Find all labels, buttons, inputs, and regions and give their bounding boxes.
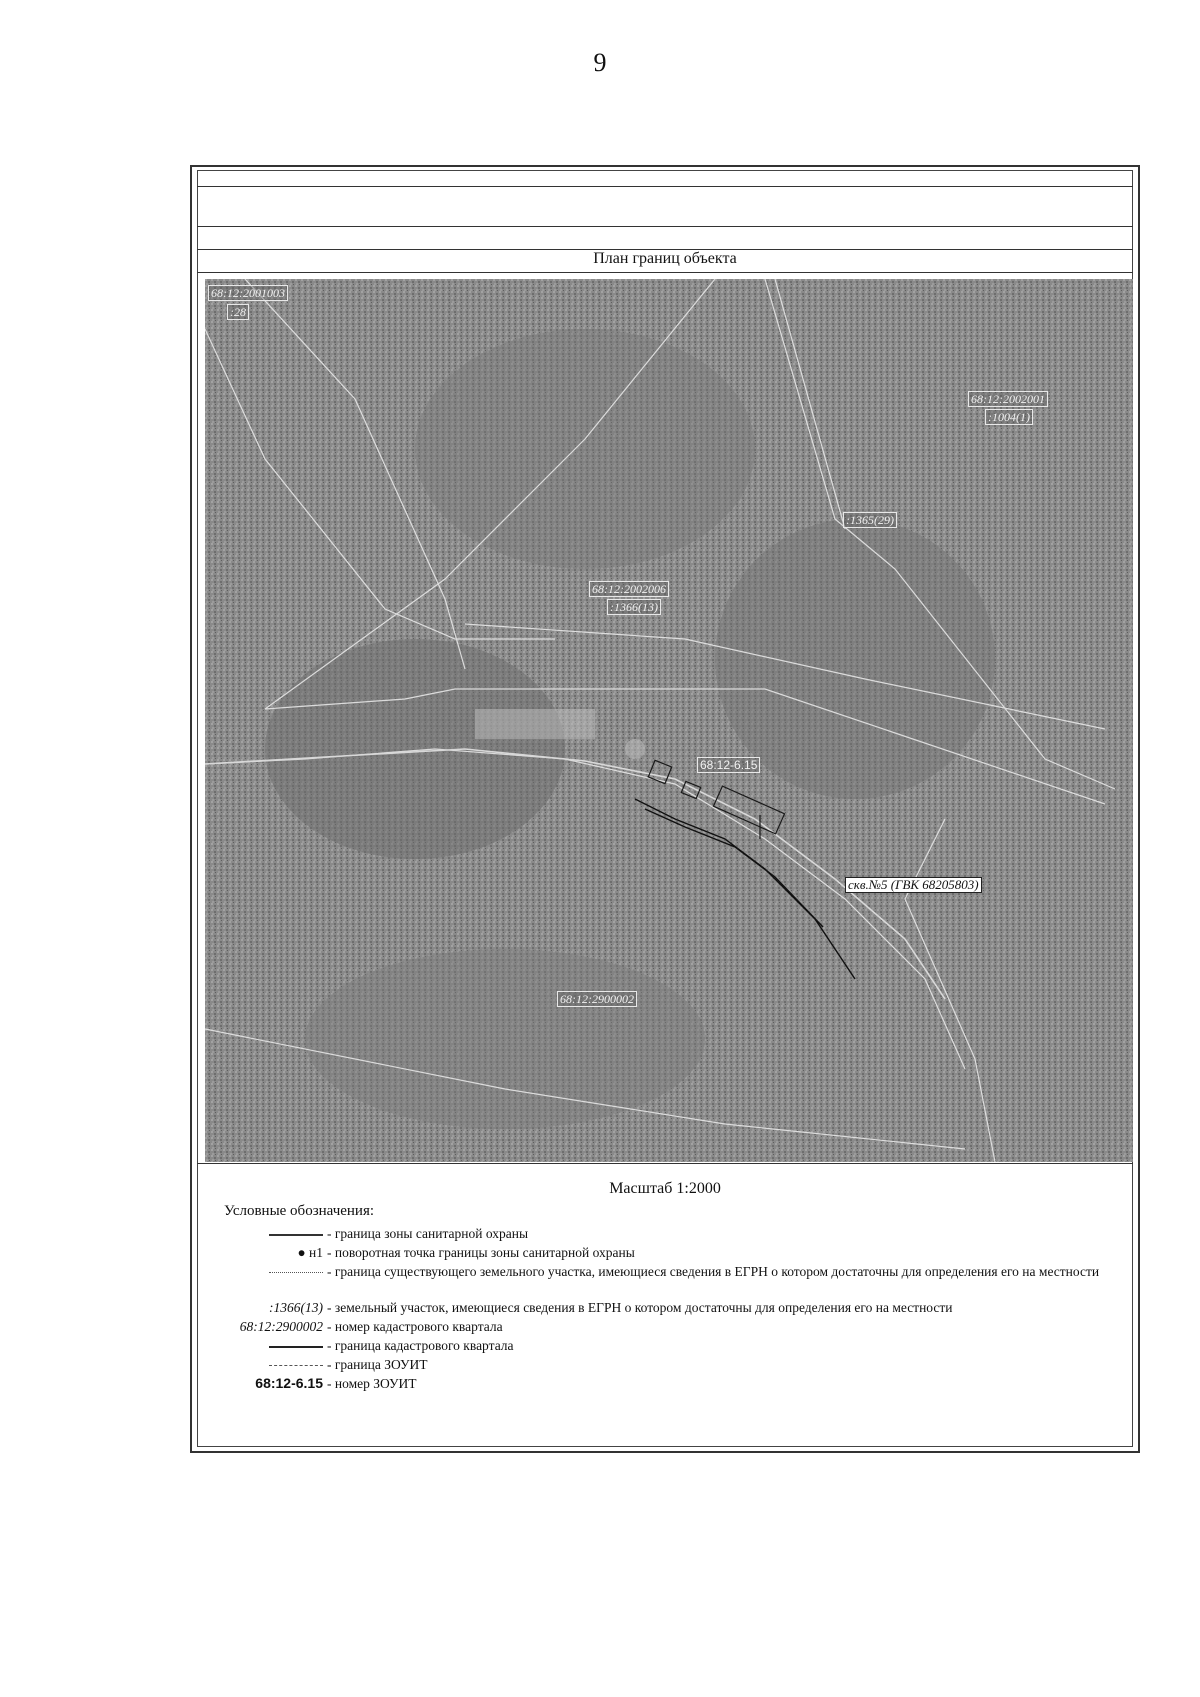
map-bottom-divider [197, 1163, 1133, 1164]
quarter-label: 68:12:2002001 [968, 391, 1048, 407]
legend-title: Условные обозначения: [224, 1203, 375, 1219]
header-divider [197, 186, 1133, 187]
tree-cluster [415, 329, 755, 569]
well-label: скв.№5 (ГВК 68205803) [845, 877, 982, 893]
tree-cluster [305, 949, 705, 1129]
page-number: 9 [593, 48, 607, 77]
legend-text: - граница ЗОУИТ [327, 1357, 428, 1372]
title-divider [197, 272, 1133, 273]
legend-symbol-solid-line [205, 1225, 323, 1242]
header-divider [197, 226, 1133, 227]
quarter-label: 68:12:2900002 [557, 991, 637, 1007]
legend-text: - земельный участок, имеющиеся сведения в ЕГРН о котором достаточны для определения его на местности [327, 1300, 953, 1315]
parcel-label: :1366(13) [607, 599, 661, 615]
quarter-label: 68:12:2002006 [589, 581, 669, 597]
legend-symbol-quarter: 68:12:2900002 [239, 1319, 323, 1334]
legend-text: - поворотная точка границы зоны санитарной охраны [327, 1245, 635, 1260]
legend-symbol-zouit: 68:12-6.15 [255, 1375, 323, 1391]
quarter-label: 68:12:2001003 [208, 285, 288, 301]
legend-text: - граница зоны санитарной охраны [327, 1226, 529, 1241]
parcel-label: :1004(1) [985, 409, 1033, 425]
legend-symbol-dashdot-line [205, 1356, 323, 1373]
legend-text: - граница кадастрового квартала [327, 1338, 514, 1353]
map-scale: Масштаб 1:2000 [609, 1180, 721, 1197]
zouit-label: 68:12-6.15 [697, 757, 760, 773]
map-title: План границ объекта [593, 250, 737, 267]
legend-text: - граница существующего земельного участка, имеющиеся сведения в ЕГРН о котором достаточны для определения его на местности [327, 1264, 1100, 1279]
legend-symbol-thick-line [205, 1337, 323, 1354]
parcel-label: :1365(29) [843, 512, 897, 528]
legend-symbol-dotted-line [205, 1263, 323, 1280]
legend-text: - номер кадастрового квартала [327, 1319, 503, 1334]
parcel-label: :28 [227, 304, 249, 320]
cadastral-map[interactable] [205, 279, 1133, 1162]
legend-symbol-point: ● н1 [297, 1245, 323, 1260]
legend-symbol-parcel: :1366(13) [269, 1300, 323, 1315]
legend-point-label: н1 [309, 1245, 323, 1260]
legend-text: - номер ЗОУИТ [327, 1376, 417, 1391]
tree-cluster [265, 639, 565, 859]
